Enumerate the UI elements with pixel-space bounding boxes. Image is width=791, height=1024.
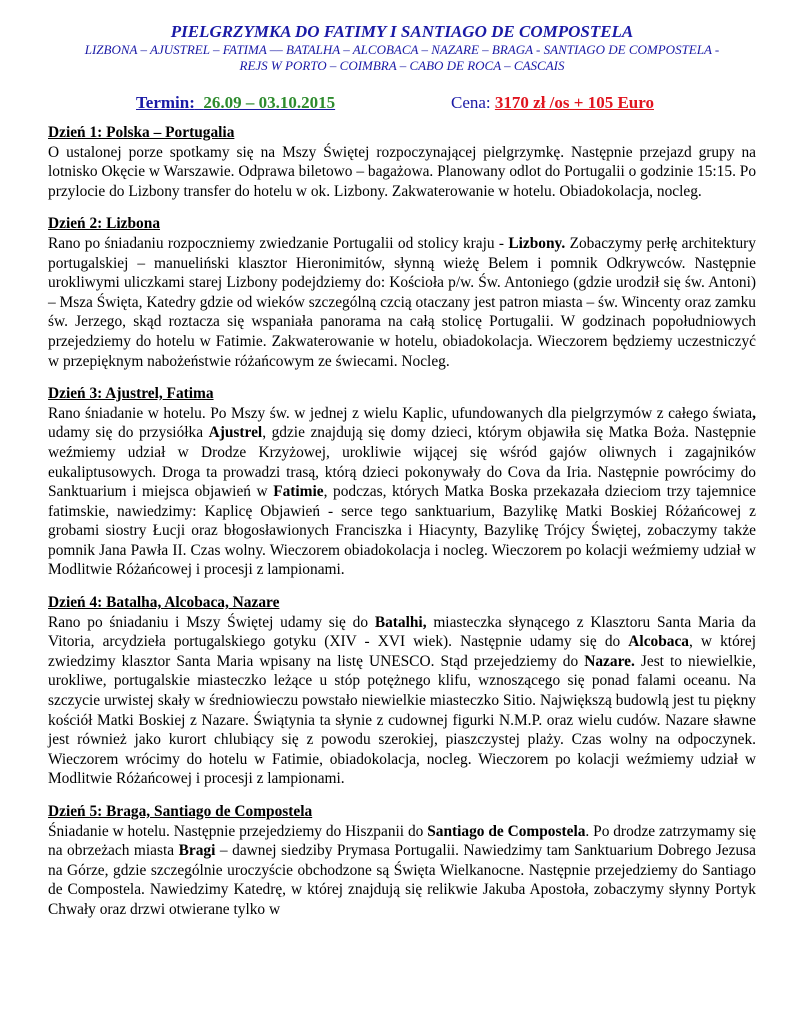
term-price-row <box>48 93 756 117</box>
text-segment: Śniadanie w hotelu. Następnie przejedziemy do Hiszpanii do <box>48 822 428 840</box>
day-description <box>48 143 756 202</box>
highlight-place: Alcobaca <box>628 633 689 651</box>
highlight-place: Santiago de Compostela <box>427 822 586 840</box>
route-line-1: LIZBONA – AJUSTREL – FATIMA –– BATALHA – ALCOBACA – NAZARE – BRAGA - SANTIAGO DE COMPOSTELA - <box>84 42 720 57</box>
text-segment: , w której zwiedzimy klasztor Santa Maria wpisany na listę UNESCO. Stąd przejedziemy do <box>48 633 757 670</box>
price <box>451 93 654 113</box>
day-title: Dzień 3: Ajustrel, Fatima <box>48 385 214 403</box>
term-dates: 26.09 – 03.10.2015 <box>203 93 336 112</box>
text-segment: – dawnej siedziby Prymasa Portugalii. Nawiedzimy tam Sanktuarium Dobrego Jezusa na Górze, gdzie szczególnie uroczyście obchodzone są Święta Wielkanocne. Następnie przejedziemy do Santiago de Compostela. Nawiedzimy Katedrę, w której znajdują się relikwie Jakuba Apostoła, zobaczymy słynny Portyk Chwały oraz drzwi otwierane tylko w <box>48 842 756 918</box>
highlight-place: Nazare. <box>584 652 635 670</box>
text-segment: udamy się do przysiółka <box>48 424 209 442</box>
text-segment: O ustalonej porze spotkamy się na Mszy Świętej rozpoczynającej pielgrzymkę. Następnie przejazd grupy na lotnisko Okęcie w Warszawie. Odprawa biletowo – bagażowa. Planowany odlot do Portugalii o godzinie 15:15. Po przylocie do Lizbony transfer do hotelu w ok. Lizbony. Zakwaterowanie w hotelu. Obiadokolacja, nocleg. <box>48 143 757 200</box>
document-title: PIELGRZYMKA DO FATIMY I SANTIAGO DE COMPOSTELA <box>170 22 634 41</box>
route-line-2: REJS W PORTO – COIMBRA – CABO DE ROCA – CASCAIS <box>239 58 565 73</box>
text-segment: . Po drodze zatrzymamy się na obrzeżach miasta <box>48 822 756 860</box>
price-label: Cena: <box>451 93 491 112</box>
day-title: Dzień 1: Polska – Portugalia <box>48 124 235 141</box>
day-title: Dzień 5: Braga, Santiago de Compostela <box>48 803 313 820</box>
day-description <box>48 404 756 580</box>
text-segment: Zobaczymy perłę architektury portugalskiej – manueliński klasztor Hieronimitów, słynną wieżę Belem i pomnik Odkrywców. Następnie urokliwymi uliczkami starej Lizbony podejdziemy do: Kościoła p/w. Św. Antoniego (gdzie urodził się św. Antoni) – Msza Święta, Katedry gdzie od wieków szczególną czcią otaczany jest patron miasta – św. Wincenty oraz zamku św. Jerzego, skąd roztacza się wspaniała panorama na całą stolicę Portugalii. W godzinach popołudniowych przejedziemy do hotelu w Fatimie. Zakwaterowanie w hotelu, obiadokolacja. Wieczorem będziemy uczestniczyć w przepięknym nabożeństwie różańcowym ze świecami. Nocleg. <box>48 234 756 370</box>
itinerary-day <box>48 214 756 371</box>
day-description <box>48 234 756 371</box>
text-segment: Rano śniadanie w hotelu. Po Mszy św. w jednej z wielu Kaplic, ufundowanych dla pielgrzymów z całego świata <box>48 404 753 422</box>
highlight-place: , <box>752 404 756 422</box>
day-title: Dzień 2: Lizbona <box>48 215 161 233</box>
document-page <box>48 22 756 920</box>
text-segment: Jest to niewielkie, urokliwe, portugalskie miasteczko leżące u stóp potężnego klifu, wznoszącego się ponad falami oceanu. Na szczycie urwistej skały w średniowieczu powstało niewielkie miasteczko Sitio. Największą budowlą jest tu piękny kościół Matki Boskiej z Nazare. Świątynia ta słynie z cudownej figurki N.M.P. oraz wielu cudów. Nazare sławne jest również jako kurort chlubiący się z powodu szerokiej, piaszczystej plaży. Czas wolny na odpoczynek. Wieczorem wrócimy do hotelu w Fatimie, obiadokolacja, nocleg. Wieczorem po kolacji weźmiemy udział w Modlitwie Różańcowej i procesji z lampionami. <box>48 652 756 788</box>
text-segment: , podczas, których Matka Boska przekazała dzieciom trzy tajemnice fatimskie, nawiedzimy: Kaplicę Objawień - serce tego sanktuarium, Bazylikę Matki Boskiej Różańcowej z grobami siostry Łucji oraz błogosławionych Franciszka i Hiacynty, Bazylikę Trójcy Świętej, zobaczymy także pomnik Jana Pawła II. Czas wolny. Wieczorem obiadokolacja i nocleg. Wieczorem po kolacji weźmiemy udział w Modlitwie Różańcowej i procesji z lampionami. <box>48 483 756 579</box>
highlight-place: Bragi <box>178 842 216 860</box>
text-segment: , gdzie znajdują się domy dzieci, którym objawiła się Matka Boża. Następnie weźmiemy udział w Drodze Krzyżowej, urokliwie wijącej się wśród gajów oliwnych i zagajników eukaliptusowych. Droga ta prowadzi trasą, którą dzieci pokonywały do Cova da Iria. Następnie powrócimy do Sanktuarium i miejsca objawień w <box>48 424 756 501</box>
itinerary <box>48 123 756 920</box>
term-label: Termin: <box>136 93 195 112</box>
text-segment: Rano po śniadaniu rozpoczniemy zwiedzanie Portugalii od stolicy kraju - <box>48 234 509 252</box>
highlight-place: Batalhi, <box>374 613 427 631</box>
day-description <box>48 822 756 920</box>
itinerary-day <box>48 384 756 580</box>
price-value: 3170 zł /os + 105 Euro <box>494 93 654 112</box>
day-title: Dzień 4: Batalha, Alcobaca, Nazare <box>48 594 280 612</box>
text-segment: Rano po śniadaniu i Mszy Świętej udamy się do <box>48 613 375 631</box>
itinerary-day <box>48 802 756 920</box>
text-segment: miasteczka słynącego z Klasztoru Santa Maria da Vitoria, arcydzieła portugalskiego gotyku (XIV - XVI wiek). Następnie udamy się do <box>48 613 756 651</box>
highlight-place: Fatimie <box>273 483 324 501</box>
highlight-place: Ajustrel <box>208 424 263 442</box>
itinerary-day <box>48 593 756 789</box>
highlight-place: Lizbony. <box>508 234 566 252</box>
day-description <box>48 613 756 789</box>
term <box>136 93 335 113</box>
itinerary-day <box>48 123 756 201</box>
